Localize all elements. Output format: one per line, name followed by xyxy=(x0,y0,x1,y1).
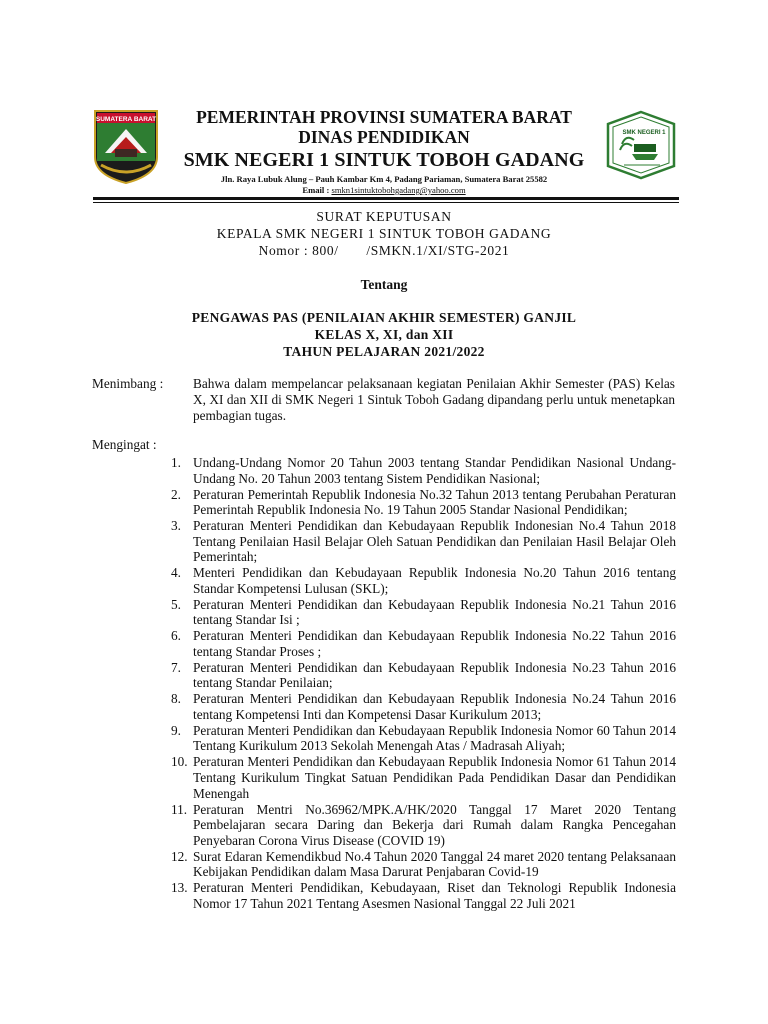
decree-tentang: Tentang xyxy=(360,277,408,292)
subject-line-1: PENGAWAS PAS (PENILAIAN AKHIR SEMESTER) GANJIL xyxy=(191,310,577,325)
list-item: 4. Menteri Pendidikan dan Kebudayaan Republik Indonesia No.20 Tahun 2016 tentang Standar Kompetensi Lulusan (SKL); xyxy=(171,565,676,596)
email-label: Email : xyxy=(302,185,332,195)
list-item: 1. Undang-Undang Nomor 20 Tahun 2003 tentang Standar Pendidikan Nasional Undang-Undang No. 20 Tahun 2003 tentang Sistem Pendidikan Nasional; xyxy=(171,455,676,486)
menimbang-text: Bahwa dalam mempelancar pelaksanaan kegiatan Penilaian Akhir Semester (PAS) Kelas X, XI dan XII di SMK Negeri 1 Sintuk Toboh Gadang dipandang perlu untuk menetapkan pembagian tugas. xyxy=(193,376,675,423)
letterhead-government: PEMERINTAH PROVINSI SUMATERA BARAT xyxy=(196,107,572,127)
school-emblem-text: SMK NEGERI 1 xyxy=(622,130,666,136)
letterhead-rule-thin xyxy=(93,202,679,203)
letterhead-address: Jln. Raya Lubuk Alung – Pauh Kambar Km 4, Padang Pariaman, Sumatera Barat 25582 xyxy=(220,174,548,184)
list-item: 6. Peraturan Menteri Pendidikan dan Kebudayaan Republik Indonesia No.22 Tahun 2016 tentang Standar Proses ; xyxy=(171,628,676,659)
school-emblem xyxy=(604,110,678,180)
list-item: 12. Surat Edaran Kemendikbud No.4 Tahun 2020 Tanggal 24 maret 2020 tentang Pelaksanaan Kebijakan Pendidikan dalam Masa Darurat Penjabaran Covid-19 xyxy=(171,848,676,880)
decree-heading xyxy=(120,208,648,259)
list-item: 8. Peraturan Menteri Pendidikan dan Kebudayaan Republik Indonesia No.24 Tahun 2016 tentang Kompetensi Inti dan Kompetensi Dasar Kurikulum 2013; xyxy=(171,691,676,722)
list-item: 2. Peraturan Pemerintah Republik Indonesia No.32 Tahun 2013 tentang Perubahan Peraturan Pemerintah Republik Indonesia No. 19 Tahun 2005 Standar Nasional Pendidikan; xyxy=(171,486,676,518)
decree-number: Nomor : 800/ /SMKN.1/XI/STG-2021 xyxy=(258,243,510,258)
decree-issuer: KEPALA SMK NEGERI 1 SINTUK TOBOH GADANG xyxy=(216,226,552,241)
list-item: 7. Peraturan Menteri Pendidikan dan Kebudayaan Republik Indonesia No.23 Tahun 2016 tentang Standar Penilaian; xyxy=(171,659,676,691)
letterhead xyxy=(160,107,608,196)
email-link[interactable]: smkn1sintuktobohgadang@yahoo.com xyxy=(331,185,466,195)
letterhead-rule-thick xyxy=(93,197,679,200)
list-item: 9. Peraturan Menteri Pendidikan dan Kebudayaan Republik Indonesia Nomor 60 Tahun 2014 Tentang Kurikulum 2013 Sekolah Menengah Atas / Madrasah Aliyah; xyxy=(171,722,676,754)
letterhead-department: DINAS PENDIDIKAN xyxy=(298,127,470,147)
list-item: 10. Peraturan Menteri Pendidikan dan Kebudayaan Republik Indonesia Nomor 61 Tahun 2014 Tentang Kurikulum Tingkat Satuan Pendidikan Pada Pendidikan Dasar dan Pendidikan Menengah xyxy=(171,754,676,801)
list-item: 13. Peraturan Menteri Pendidikan, Kebudayaan, Riset dan Teknologi Republik Indonesia Nomor 17 Tahun 2021 Tentang Asesmen Nasional Tanggal 22 Juli 2021 xyxy=(171,880,676,911)
list-item: 3. Peraturan Menteri Pendidikan dan Kebudayaan Republik Indonesian No.4 Tahun 2018 Tentang Penilaian Hasil Belajar Oleh Satuan Pendidikan dan Penilaian Hasil Belajar Oleh Pemerintah; xyxy=(171,518,676,565)
list-item: 5. Peraturan Menteri Pendidikan dan Kebudayaan Republik Indonesia No.21 Tahun 2016 tentang Standar Isi ; xyxy=(171,596,676,628)
list-item: 11. Peraturan Mentri No.36962/MPK.A/HK/2020 Tanggal 17 Maret 2020 Tentang Pembelajaran secara Daring dan Bekerja dari Rumah dalam Rangka Pencegahan Penyebaran Corona Virus Disease (COVID 19) xyxy=(171,801,676,848)
mengingat-label: Mengingat : xyxy=(92,437,157,452)
decree-subject xyxy=(120,309,648,360)
sumatera-barat-emblem xyxy=(93,109,159,185)
letterhead-email-line xyxy=(160,185,608,196)
subject-line-3: TAHUN PELAJARAN 2021/2022 xyxy=(283,344,485,359)
decree-title: SURAT KEPUTUSAN xyxy=(316,209,452,224)
menimbang-label: Menimbang : xyxy=(92,376,164,391)
subject-line-2: KELAS X, XI, dan XII xyxy=(314,327,454,342)
letterhead-school-name: SMK NEGERI 1 SINTUK TOBOH GADANG xyxy=(183,149,585,171)
emblem-text: SUMATERA BARAT xyxy=(95,116,157,123)
mengingat-list xyxy=(160,455,676,912)
